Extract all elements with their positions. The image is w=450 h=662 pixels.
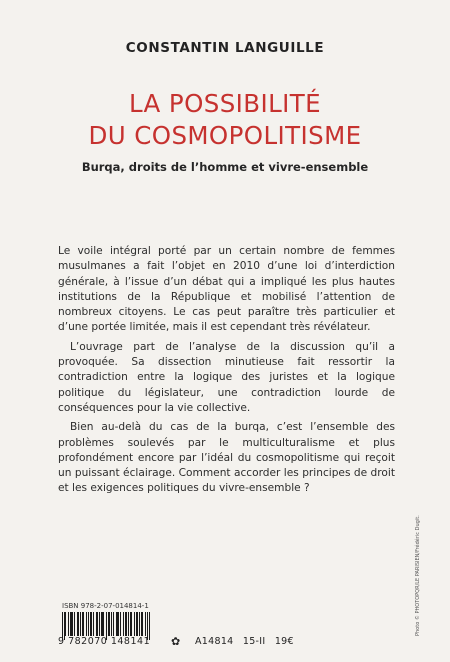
photo-credit: Photo © PHOTOPQR/LE PARISIEN/Frédéric Dugit. [415, 515, 421, 636]
book-title [0, 88, 450, 152]
book-subtitle: Burqa, droits de l’homme et vivre-ensemble [81, 160, 369, 174]
book-title-line-2: DU COSMOPOLITISME [88, 121, 362, 150]
barcode-digits: 9 782070 148141 [58, 636, 151, 647]
blurb-paragraph-3: Bien au-delà du cas de la burqa, c’est l’ensemble des problèmes soulevés par le multiculturalisme et plus profondément encore par l’idéal du cosmopolitisme qui reçoit un puissant éclairage. Comment accorder les principes de droit et les exigences politiques du vivre-ensemble ? [58, 421, 395, 495]
blurb-paragraph-1: Le voile intégral porté par un certain nombre de femmes musulmanes a fait l’objet en 2010 d’une loi d’interdiction générale, à l’issue d’un débat qui a impliqué les plus hautes institutions de la République et mobilisé l’attention de nombreux citoyens. Le cas peut paraître très particulier et d’une portée limitée, mais il est cependant très révélateur. [58, 245, 395, 334]
catalog-code: A14814 [195, 636, 234, 647]
price: 19€ [274, 636, 294, 647]
author-name: CONSTANTIN LANGUILLE [125, 40, 325, 56]
edition-code: 15-II [242, 636, 266, 647]
gallimard-logo-icon: ✿ [171, 635, 181, 648]
blurb-paragraph-2: L’ouvrage part de l’analyse de la discussion qu’il a provoquée. Sa dissection minutieuse fait ressortir la contradiction entre la logique des juristes et la logique politique du législateur, une contradiction lourde de conséquences pour la vie collective. [58, 340, 395, 414]
blurb-text [58, 244, 395, 501]
book-title-line-1: LA POSSIBILITÉ [128, 89, 322, 118]
isbn-label: ISBN 978-2-07-014814-1 [62, 602, 149, 610]
product-code [195, 636, 300, 647]
